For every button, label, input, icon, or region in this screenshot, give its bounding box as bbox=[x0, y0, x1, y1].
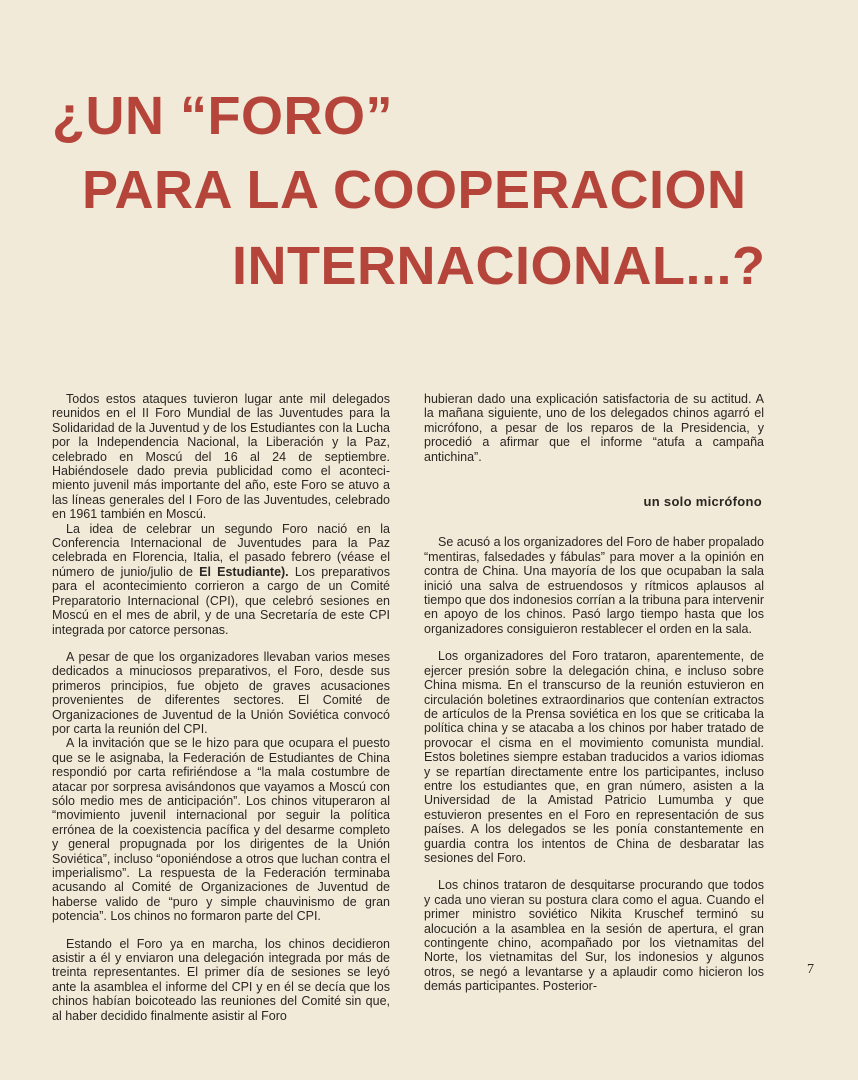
paragraph bbox=[52, 522, 390, 637]
paragraph: hubieran dado una explicación satisfactoria de su actitud. A la mañana siguiente, uno de los delegados chinos agarró el micrófono, a pesar de los reparos de la Presidencia, y procedió a afirmar que el informe “atufa a campaña antichina”. bbox=[424, 392, 764, 464]
page-number: 7 bbox=[807, 962, 814, 977]
paragraph-text: La idea de celebrar un segundo Foro nació en la Conferencia Internacional de Juventudes para la Paz celebrada en Florencia, Italia, el pasado febrero (véase el número de junio/julio de bbox=[52, 521, 390, 579]
title-line-1: ¿UN “FORO” bbox=[52, 86, 393, 146]
paragraph: Se acusó a los organizadores del Foro de haber propalado “mentiras, falsedades y fábulas” para mover a la opinión en contra de China. Una mayoría de los que ocupaban la sala inició una salva de estruendosos y rítmicos aplausos al tiempo que dos indonesios corrían a la tribuna para intervenir en apoyo de los chinos. Pasó largo tiempo hasta que los organizadores consiguieron restablecer el orden en la sala. bbox=[424, 535, 764, 636]
title-line-3: INTERNACIONAL...? bbox=[232, 236, 766, 296]
left-column bbox=[52, 392, 390, 1023]
paragraph: Todos estos ataques tuvieron lugar ante mil delegados reunidos en el II Foro Mundial de las Juventudes para la Solidaridad de la Juventud y de los Estudiantes con la Lucha por la Independencia Nacional, la Liberación y la Paz, celebrado en Moscú del 16 al 24 de septiembre. Habiéndosele dado previa publicidad como el acontecimiento juvenil más importante del año, este Foro se atuvo a las líneas generales del I Foro de las Juventudes, celebrado en 1961 también en Moscú. bbox=[52, 392, 390, 522]
section-subheading: un solo micrófono bbox=[643, 494, 762, 510]
paragraph: A la invitación que se le hizo para que ocupara el puesto que se le asignaba, la Federación de Estudiantes de China respondió por carta refiriéndose a “la mala costumbre de atacar por sorpresa avisándonos que vayamos a Moscú con sólo medio mes de anticipación”. Los chinos vituperaron al “movimiento juvenil internacional por seguir la política errónea de la coexistencia pacífica y del desarme completo y general propugnada por los dirigentes de la Unión Soviética”, incluso “oponiéndose a otros que luchan contra el imperialismo”. La respuesta de la Federación terminaba acusando al Comité de Organizaciones de Juventud de haberse valido de “puro y simple chauvinismo de gran potencia”. Los chinos no formaron parte del CPI. bbox=[52, 736, 390, 924]
title-line-2: PARA LA COOPERACION bbox=[82, 160, 747, 220]
paragraph-text: Los preparativos para el acontecimiento corrieron a cargo de un Comité Preparatorio Internacional (CPI), que celebró sesiones en Moscú en el mes de abril, y de una Secretaría de este CPI integrada por catorce personas. bbox=[52, 564, 390, 637]
paragraph: Estando el Foro ya en marcha, los chinos decidieron asistir a él y enviaron una delegación integrada por más de treinta representantes. El primer día de sesiones se leyó ante la asamblea el informe del CPI y en él se decía que los chinos habían boicoteado las reuniones del Comité sin que, al haber decidido finalmente asistir al Foro bbox=[52, 936, 390, 1023]
paragraph: A pesar de que los organizadores llevaban varios meses dedicados a minuciosos preparativos, el Foro, desde sus primeros principios, fue objeto de graves acusaciones provenientes de diferentes sectores. El Comité de Organizaciones de Juventud de la Unión Soviética convocó por carta la reunión del CPI. bbox=[52, 649, 390, 736]
paragraph: Los organizadores del Foro trataron, aparentemente, de ejercer presión sobre la delegación china, e incluso sobre China misma. En el transcurso de la reunión estuvieron en circulación boletines extraordinarios que contenían extractos de artículos de la Prensa soviética en los que se criticaba la política china y se atacaba a los chinos por haber tratado de provocar el cisma en el movimiento comunista mundial. Estos boletines siempre estaban traducidos a varios idiomas y se repartían directamente entre los participantes, incluso entre los estudiantes que, en gran número, asisten a la Universidad de la Amistad Patricio Lumumba y que estuvieron presentes en el Foro en representación de sus países. A los delegados se les ponía constantemente en guardia contra los intentos de China de desbaratar las sesiones del Foro. bbox=[424, 649, 764, 865]
right-column bbox=[424, 392, 764, 994]
paragraph: Los chinos trataron de desquitarse procurando que todos y cada uno vieran su postura clara como el agua. Cuando el primer ministro soviético Nikita Kruschef terminó su alocución a la asamblea en la sesión de apertura, el gran contingente chino, acompañado por los vietnamitas del Norte, los vietnamitas del Sur, los indonesios y algunos otros, se negó a levantarse y a aplaudir como hicieron los demás participantes. Posterior- bbox=[424, 878, 764, 994]
publication-name: El Estudiante). bbox=[199, 564, 289, 579]
